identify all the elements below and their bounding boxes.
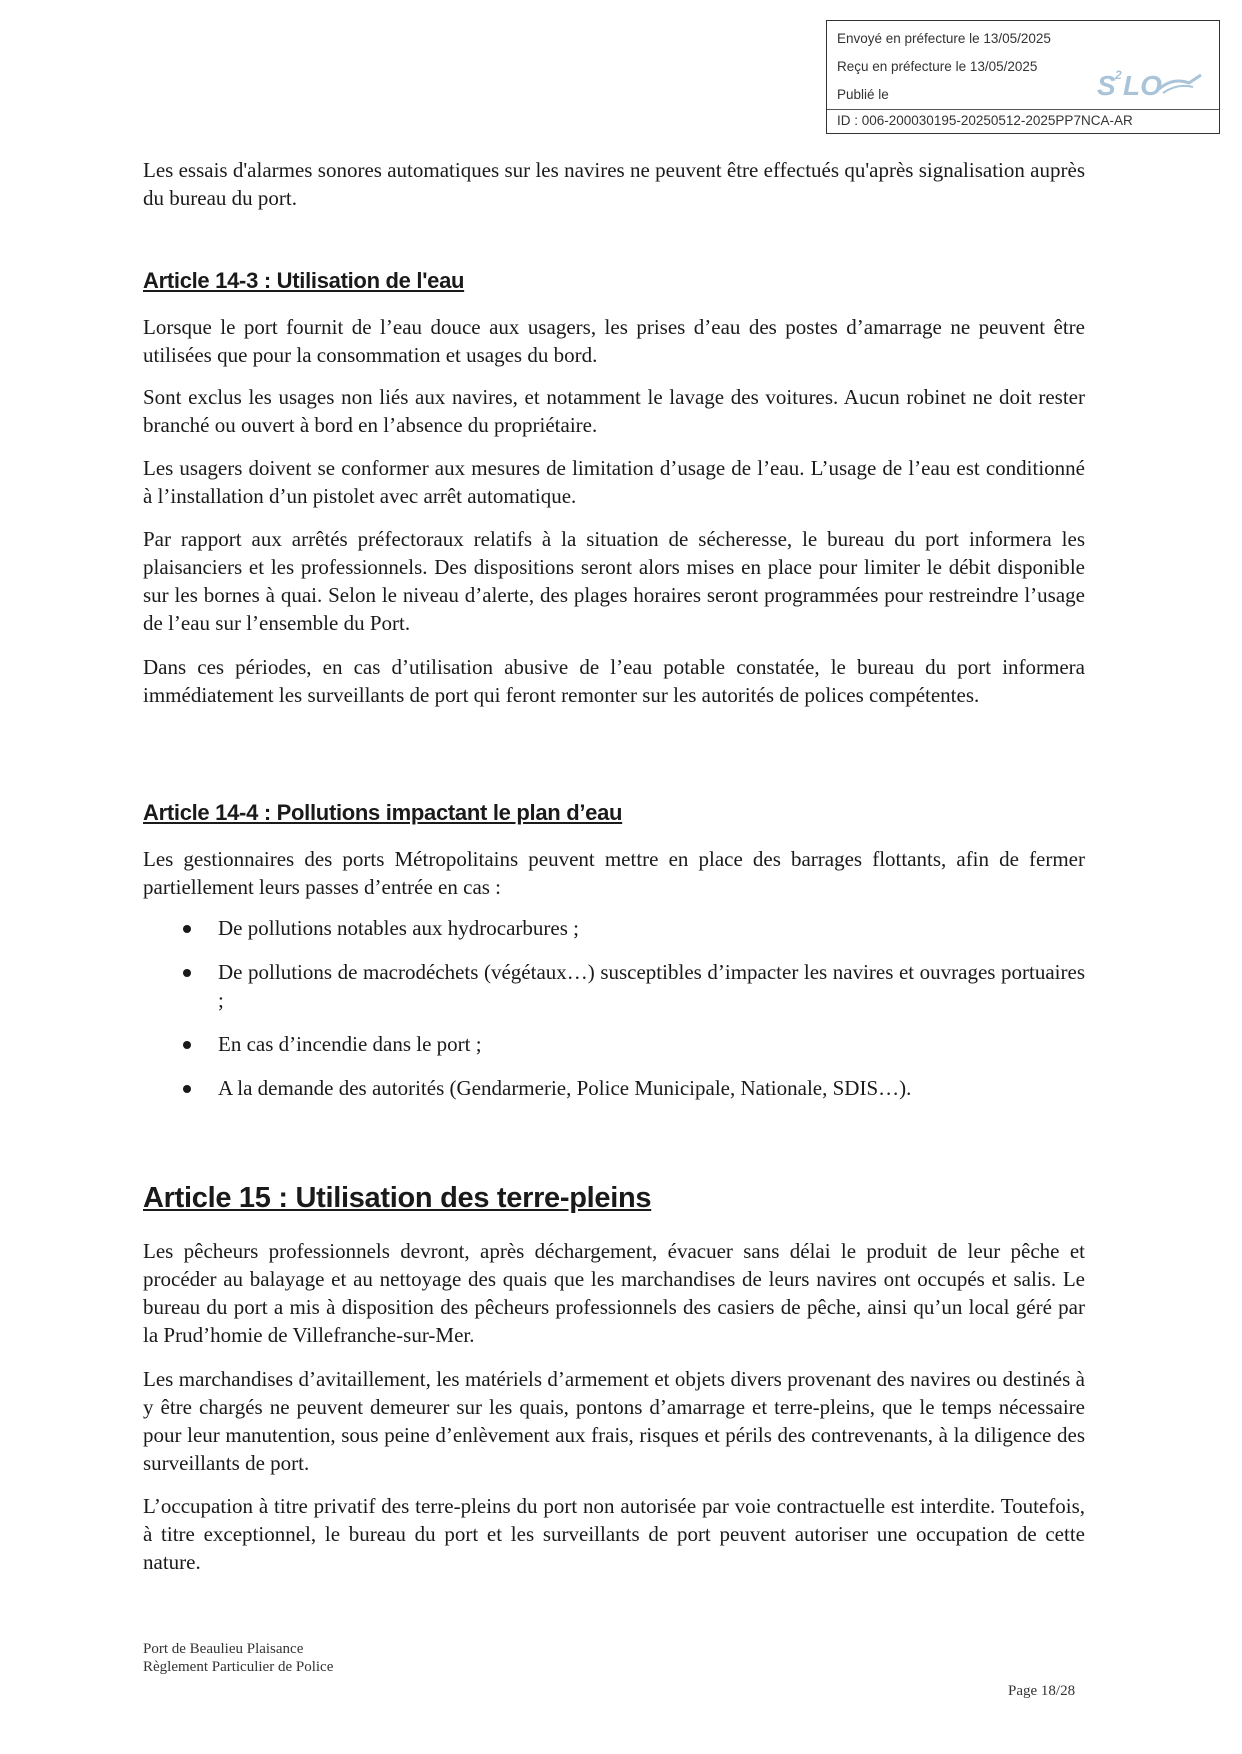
footer-document-name: Règlement Particulier de Police [143, 1659, 334, 1675]
article-14-4-bullet-list-2 [143, 958, 1085, 1014]
article-14-4-title: Article 14-4 : Pollutions impactant le plan d’eau [143, 800, 623, 825]
article-15-title: Article 15 : Utilisation des terre-pleins [143, 1182, 652, 1214]
article-14-3-paragraph-1: Lorsque le port fournit de l’eau douce aux usagers, les prises d’eau des postes d’amarrage ne peuvent être utilisées que pour la consommation et usages du bord. [143, 315, 1085, 367]
bullet-icon [183, 925, 191, 933]
article-14-3-section [143, 268, 1085, 294]
article-15-paragraph-1: Les pêcheurs professionnels devront, après déchargement, évacuer sans délai le produit de leur pêche et procéder au balayage et au nettoyage des quais que les marchandises de leurs navires ont occupés et salis. Le bureau du port a mis à disposition des pêcheurs professionnels des casiers de pêche, ainsi qu’un local géré par la Prud’homie de Villefranche-sur-Mer. [143, 1239, 1085, 1347]
article-15-body-3 [143, 1492, 1085, 1576]
list-item [143, 914, 1085, 942]
stamp-sent-date: Envoyé en préfecture le 13/05/2025 [837, 31, 1051, 46]
page-footer [143, 1640, 333, 1676]
article-14-3-paragraph-4: Par rapport aux arrêtés préfectoraux relatifs à la situation de sécheresse, le bureau du port informera les plaisanciers et les professionnels. Des dispositions seront alors mises en place pour limiter le débit disponible sur les bornes à quai. Selon le niveau d’alerte, des plages horaires seront programmées pour restreindre l’usage de l’eau sur l’ensemble du Port. [143, 527, 1085, 635]
article-14-3-body-4 [143, 525, 1085, 637]
article-14-4-section [143, 800, 1085, 826]
article-14-3-body-3 [143, 454, 1085, 510]
article-15-paragraph-3: L’occupation à titre privatif des terre-pleins du port non autorisée par voie contractuelle est interdite. Toutefois, à titre exceptionnel, le bureau du port et les surveillants de port peuvent autoriser une occupation de cette nature. [143, 1494, 1085, 1574]
article-15-section [143, 1182, 1085, 1215]
stamp-received-date: Reçu en préfecture le 13/05/2025 [837, 59, 1038, 74]
bullet-icon [183, 969, 191, 977]
bullet-text: De pollutions de macrodéchets (végétaux…) susceptibles d’impacter les navires et ouvrages portuaires ; [218, 960, 1085, 1012]
bullet-text: A la demande des autorités (Gendarmerie, Police Municipale, Nationale, SDIS…). [218, 1076, 912, 1100]
stamp-published: Publié le [837, 87, 889, 102]
list-item [143, 958, 1085, 1014]
article-14-3-paragraph-5: Dans ces périodes, en cas d’utilisation abusive de l’eau potable constatée, le bureau du port informera immédiatement les surveillants de port qui feront remonter sur les autorités de polices compétentes. [143, 655, 1085, 707]
article-14-4-bullet-list-3 [143, 1030, 1085, 1058]
article-15-body [143, 1237, 1085, 1349]
article-14-3-paragraph-2: Sont exclus les usages non liés aux navires, et notamment le lavage des voitures. Aucun robinet ne doit rester branché ou ouvert à bord en l’absence du propriétaire. [143, 385, 1085, 437]
article-14-4-paragraph-1: Les gestionnaires des ports Métropolitains peuvent mettre en place des barrages flottants, afin de fermer partiellement leurs passes d’entrée en cas : [143, 847, 1085, 899]
article-14-3-body [143, 313, 1085, 369]
article-14-3-title: Article 14-3 : Utilisation de l'eau [143, 268, 465, 293]
list-item [143, 1074, 1085, 1102]
bullet-text: En cas d’incendie dans le port ; [218, 1032, 482, 1056]
stamp-id: ID : 006-200030195-20250512-2025PP7NCA-AR [837, 113, 1133, 128]
svg-text:2: 2 [1115, 68, 1122, 82]
article-14-3-paragraph-3: Les usagers doivent se conformer aux mesures de limitation d’usage de l’eau. L’usage de l’eau est conditionné à l’installation d’un pistolet avec arrêt automatique. [143, 456, 1085, 508]
list-item [143, 1030, 1085, 1058]
page-number: Page 18/28 [1008, 1683, 1076, 1699]
bullet-icon [183, 1041, 191, 1049]
svg-text:LO: LO [1123, 70, 1162, 101]
article-14-3-body-5 [143, 653, 1085, 709]
s2lo-logo-icon [1093, 63, 1203, 103]
article-14-4-body [143, 845, 1085, 901]
article-15-paragraph-2: Les marchandises d’avitaillement, les matériels d’armement et objets divers provenant des navires ou destinés à y être chargés ne peuvent demeurer sur les quais, pontons d’amarrage et terre-pleins, que le temps nécessaire pour leur manutention, sous peine d’enlèvement aux frais, risques et périls des contrevenants, à la diligence des surveillants de port. [143, 1367, 1085, 1475]
prefecture-stamp [826, 20, 1220, 134]
footer-port-name: Port de Beaulieu Plaisance [143, 1641, 304, 1657]
intro-paragraph: Les essais d'alarmes sonores automatiques sur les navires ne peuvent être effectués qu'après signalisation auprès du bureau du port. [143, 158, 1085, 210]
svg-text:S: S [1097, 70, 1116, 101]
article-15-body-2 [143, 1365, 1085, 1477]
stamp-divider [827, 109, 1219, 110]
intro-section [143, 156, 1085, 212]
bullet-text: De pollutions notables aux hydrocarbures ; [218, 916, 579, 940]
bullet-icon [183, 1085, 191, 1093]
article-14-3-body-2 [143, 383, 1085, 439]
article-14-4-bullet-list-4 [143, 1074, 1085, 1102]
article-14-4-bullet-list [143, 914, 1085, 942]
